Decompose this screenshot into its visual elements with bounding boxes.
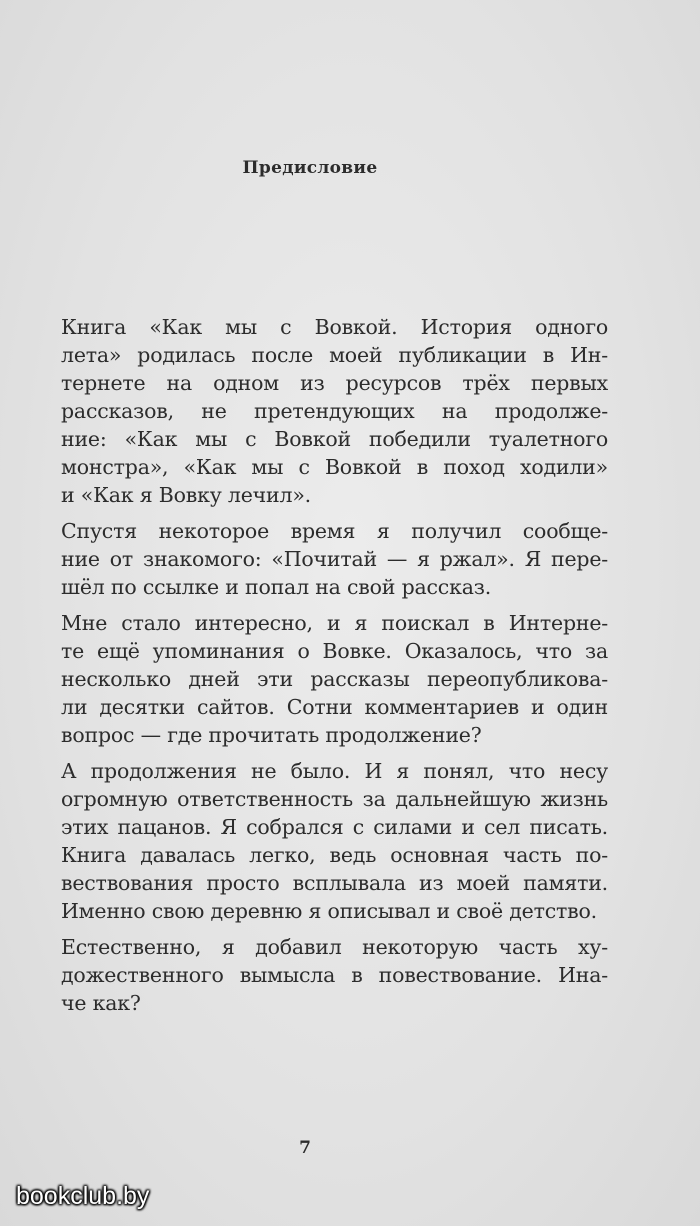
- watermark: bookclub.by: [16, 1182, 150, 1210]
- paragraph: [61, 757, 608, 925]
- paragraph: [61, 313, 608, 509]
- text-line: Мне стало интересно, и я поискал в Интерне-: [61, 611, 608, 635]
- body-text: [61, 313, 608, 1017]
- text-line: вопрос — где прочитать продолжение?: [61, 723, 482, 747]
- text-line: дожественного вымысла в повествование. Ина-: [61, 963, 608, 987]
- text-line: Книга «Как мы с Вовкой. История одного: [61, 315, 608, 339]
- text-line: рассказов, не претендующих на продолже-: [61, 399, 608, 423]
- text-line: те ещё упоминания о Вовке. Оказалось, что за: [61, 639, 608, 663]
- text-line: шёл по ссылке и попал на свой рассказ.: [61, 575, 492, 599]
- text-line: монстра», «Как мы с Вовкой в поход ходили»: [61, 455, 608, 479]
- text-line: тернете на одном из ресурсов трёх первых: [61, 371, 608, 395]
- text-line: ли десятки сайтов. Сотни комментариев и один: [61, 695, 608, 719]
- text-line: Естественно, я добавил некоторую часть ху-: [61, 935, 608, 959]
- text-line: Книга давалась легко, ведь основная часть по-: [61, 843, 608, 867]
- text-line: Именно свою деревню я описывал и своё детство.: [61, 899, 597, 923]
- text-line: и «Как я Вовку лечил».: [61, 483, 311, 507]
- text-line: А продолжения не было. И я понял, что несу: [61, 759, 608, 783]
- text-line: огромную ответственность за дальнейшую жизнь: [61, 787, 608, 811]
- text-line: Спустя некоторое время я получил сообще-: [61, 519, 608, 543]
- page-number: 7: [299, 1138, 311, 1158]
- text-line: вествования просто всплывала из моей памяти.: [61, 871, 608, 895]
- chapter-title: Предисловие: [242, 158, 378, 178]
- text-line: несколько дней эти рассказы переопубликова-: [61, 667, 608, 691]
- text-line: лета» родилась после моей публикации в Ин-: [61, 343, 608, 367]
- paragraph: [61, 517, 608, 601]
- text-line: этих пацанов. Я собрался с силами и сел писать.: [61, 815, 608, 839]
- paragraph: [61, 609, 608, 749]
- text-line: че как?: [61, 991, 141, 1015]
- text-line: ние: «Как мы с Вовкой победили туалетного: [61, 427, 608, 451]
- text-line: ние от знакомого: «Почитай — я ржал». Я пере-: [61, 547, 608, 571]
- paragraph: [61, 933, 608, 1017]
